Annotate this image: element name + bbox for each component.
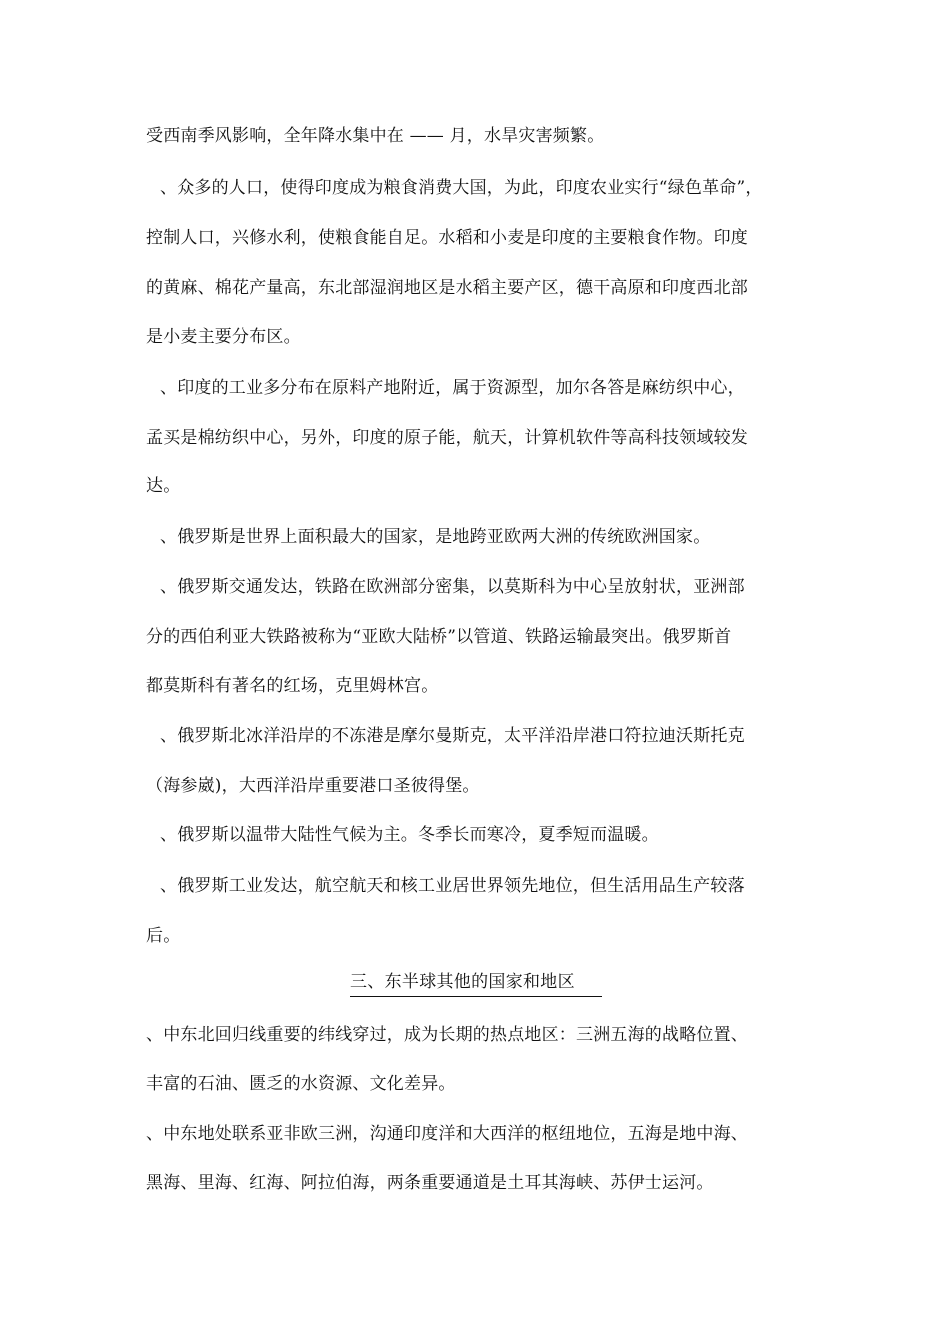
text-line: 都莫斯科有著名的红场，克里姆林宫。 — [146, 676, 439, 696]
text-line: 、俄罗斯交通发达，铁路在欧洲部分密集，以莫斯科为中心呈放射状，亚洲部 — [160, 577, 745, 597]
text-line: 是小麦主要分布区。 — [146, 327, 301, 347]
text-line: 孟买是棉纺织中心，另外，印度的原子能，航天，计算机软件等高科技领域较发 — [146, 428, 748, 448]
text-line: 、俄罗斯以温带大陆性气候为主。冬季长而寒冷，夏季短而温暖。 — [160, 825, 659, 845]
text-line: 、众多的人口，使得印度成为粮食消费大国，为此，印度农业实行“绿色革命”， — [160, 178, 763, 198]
text-line: 的黄麻、棉花产量高，东北部湿润地区是水稻主要产区，德干高原和印度西北部 — [146, 278, 748, 298]
text-line: 后。 — [146, 926, 181, 946]
text-line: 、俄罗斯工业发达，航空航天和核工业居世界领先地位，但生活用品生产较落 — [160, 876, 745, 896]
text-line: 分的西伯利亚大铁路被称为“亚欧大陆桥”以管道、铁路运输最突出。俄罗斯首 — [146, 627, 732, 647]
text-line: 丰富的石油、匮乏的水资源、文化差异。 — [146, 1074, 456, 1094]
text-line: 受西南季风影响，全年降水集中在 —— 月，水旱灾害频繁。 — [146, 126, 605, 146]
text-line: 、中东北回归线重要的纬线穿过，成为长期的热点地区：三洲五海的战略位置、 — [146, 1025, 748, 1045]
text-line: 达。 — [146, 476, 181, 496]
heading-underline — [350, 996, 602, 997]
text-line: 黑海、里海、红海、阿拉伯海，两条重要通道是土耳其海峡、苏伊士运河。 — [146, 1173, 714, 1193]
text-line: 、俄罗斯北冰洋沿岸的不冻港是摩尔曼斯克，太平洋沿岸港口符拉迪沃斯托克 — [160, 726, 745, 746]
text-line: （海参崴)，大西洋沿岸重要港口圣彼得堡。 — [146, 776, 480, 796]
text-line: 控制人口，兴修水利，使粮食能自足。水稻和小麦是印度的主要粮食作物。印度 — [146, 228, 748, 248]
text-line: 、印度的工业多分布在原料产地附近，属于资源型，加尔各答是麻纺织中心， — [160, 378, 745, 398]
text-line: 、俄罗斯是世界上面积最大的国家，是地跨亚欧两大洲的传统欧洲国家。 — [160, 527, 711, 547]
text-line: 、中东地处联系亚非欧三洲，沟通印度洋和大西洋的枢纽地位，五海是地中海、 — [146, 1124, 748, 1144]
section-heading: 三、东半球其他的国家和地区 — [350, 972, 575, 992]
